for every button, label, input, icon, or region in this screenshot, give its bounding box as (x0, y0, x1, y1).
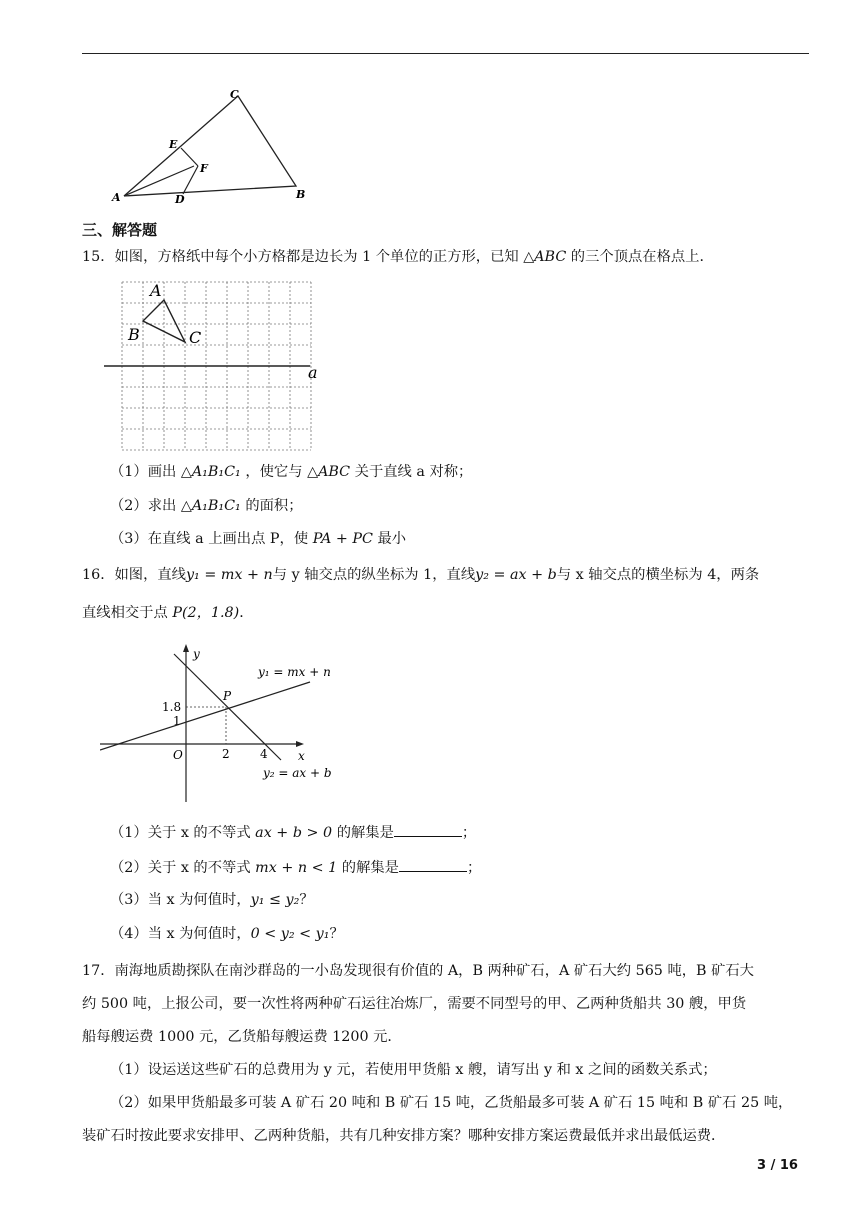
q16-p3-text-a: （3）当 x 为何值时， (110, 892, 251, 908)
q17-part2-line1: （2）如果甲货船最多可装 A 矿石 20 吨和 B 矿石 15 吨，乙货船最多可装 A 矿石 15 吨和 B 矿石 25 吨， (110, 1095, 793, 1111)
answer-blank-1[interactable] (394, 822, 462, 837)
tick-1-8: 1.8 (162, 700, 182, 714)
axis-label-x: x (298, 749, 305, 763)
q16-stem-line1 (82, 565, 759, 585)
q17-line3: 船每艘运费 1000 元，乙货船每艘运费 1200 元． (82, 1029, 402, 1045)
q16-stem2-math: P(2，1.8) (172, 605, 240, 621)
y-axis-arrow (183, 644, 189, 652)
page-number: 3 / 16 (757, 1158, 798, 1173)
q17-line2: 约 500 吨，上报公司，要一次性将两种矿石运往冶炼厂，需要不同型号的甲、乙两种货船共 30 艘，甲货 (82, 996, 747, 1012)
q16-p2-math: mx + n < 1 (255, 860, 338, 876)
q16-stem1-text-b: 与 y 轴交点的纵坐标为 1，直线 (272, 567, 476, 583)
q15-stem (82, 247, 714, 267)
q16-stem1-math-1: y₁ = mx + n (185, 567, 273, 583)
q16-p1-math: ax + b > 0 (255, 825, 333, 841)
q16-stem1-math-2: y₂ = ax + b (475, 567, 557, 583)
label-e: E (169, 138, 178, 151)
q16-part3 (110, 890, 314, 910)
label-y2: y₂ = ax + b (263, 766, 332, 780)
header-rule (82, 53, 809, 54)
q15-p1-text-a: （1）画出 (110, 464, 181, 480)
q15-p2-text-b: 的面积； (240, 498, 303, 514)
q15-p1-math-1: △A₁B₁C₁ (180, 464, 241, 480)
q15-part2 (110, 496, 303, 516)
q15-p3-text-a: （3）在直线 a 上画出点 P，使 (110, 531, 313, 547)
tick-4: 4 (260, 747, 268, 761)
q15-p1-text-c: 关于直线 a 对称； (350, 464, 473, 480)
q15-p1-math-2: △ABC (307, 464, 351, 480)
x-axis-arrow (296, 741, 304, 747)
q16-p3-text-b: ？ (299, 892, 314, 908)
label-d: D (175, 193, 185, 204)
q16-stem1-text-a: 16．如图，直线 (82, 567, 186, 583)
q15-p2-text-a: （2）求出 (110, 498, 181, 514)
axis-label-y: y (193, 647, 200, 661)
triangle-figure (108, 86, 308, 204)
q16-stem2-text-b: ． (239, 605, 254, 621)
grid-label-b: B (128, 325, 140, 344)
q15-stem-text: 15．如图，方格纸中每个小方格都是边长为 1 个单位的正方形，已知 (82, 249, 524, 265)
grid-label-a: A (150, 281, 162, 300)
grid-figure (100, 274, 330, 456)
q16-p3-math: y₁ ≤ y₂ (250, 892, 300, 908)
q16-p4-math: 0 < y₂ < y₁ (250, 926, 330, 942)
label-y1: y₁ = mx + n (258, 665, 331, 679)
q16-p1-text-a: （1）关于 x 的不等式 (110, 825, 256, 841)
line-y1 (100, 682, 310, 750)
q15-p2-math: △A₁B₁C₁ (180, 498, 241, 514)
q16-p2-text-c: ； (466, 860, 482, 876)
point-p-label: P (223, 689, 232, 703)
q17-line1: 17．南海地质勘探队在南沙群岛的一小岛发现很有价值的 A，B 两种矿石，A 矿石大约 565 吨，B 矿石大 (82, 963, 754, 979)
q16-stem2-text-a: 直线相交于点 (82, 605, 173, 621)
q15-p1-text-b: ，使它与 (240, 464, 308, 480)
q15-stem-tail: 的三个顶点在格点上． (566, 249, 714, 265)
q16-part1 (110, 822, 476, 843)
tick-2: 2 (222, 747, 230, 761)
tick-1: 1 (173, 714, 181, 728)
q15-p3-math: PA + PC (312, 531, 373, 547)
q17-part2-line2: 装矿石时按此要求安排甲、乙两种货船，共有几种安排方案？哪种安排方案运费最低并求出最低运费． (82, 1128, 726, 1144)
q16-p1-text-b: 的解集是 (332, 825, 394, 841)
q15-p3-text-b: 最小 (372, 531, 407, 547)
q16-p4-text-a: （4）当 x 为何值时， (110, 926, 251, 942)
q16-p1-text-c: ； (461, 825, 477, 841)
q16-p4-text-b: ？ (329, 926, 344, 942)
q16-stem1-text-c: 与 x 轴交点的横坐标为 4，两条 (556, 567, 760, 583)
grid-label-c: C (189, 328, 202, 347)
label-c: C (230, 88, 239, 101)
origin-label: O (173, 748, 183, 762)
q16-p2-text-a: （2）关于 x 的不等式 (110, 860, 256, 876)
q16-stem-line2 (82, 603, 254, 623)
answer-blank-2[interactable] (399, 857, 467, 872)
q16-part2 (110, 857, 481, 878)
label-b: B (296, 188, 306, 201)
q15-part3 (110, 529, 406, 549)
label-a: A (112, 191, 121, 204)
q15-stem-math: △ABC (523, 249, 567, 265)
q17-part1: （1）设运送这些矿石的总费用为 y 元，若使用甲货船 x 艘，请写出 y 和 x 之间的函数关系式； (110, 1062, 717, 1078)
q16-part4 (110, 924, 344, 944)
q16-p2-text-b: 的解集是 (337, 860, 399, 876)
q15-part1 (110, 462, 472, 482)
label-f: F (200, 162, 208, 175)
grid-label-line-a: a (308, 363, 318, 382)
coordinate-figure (100, 642, 350, 808)
section-heading: 三、解答题 (82, 221, 158, 239)
